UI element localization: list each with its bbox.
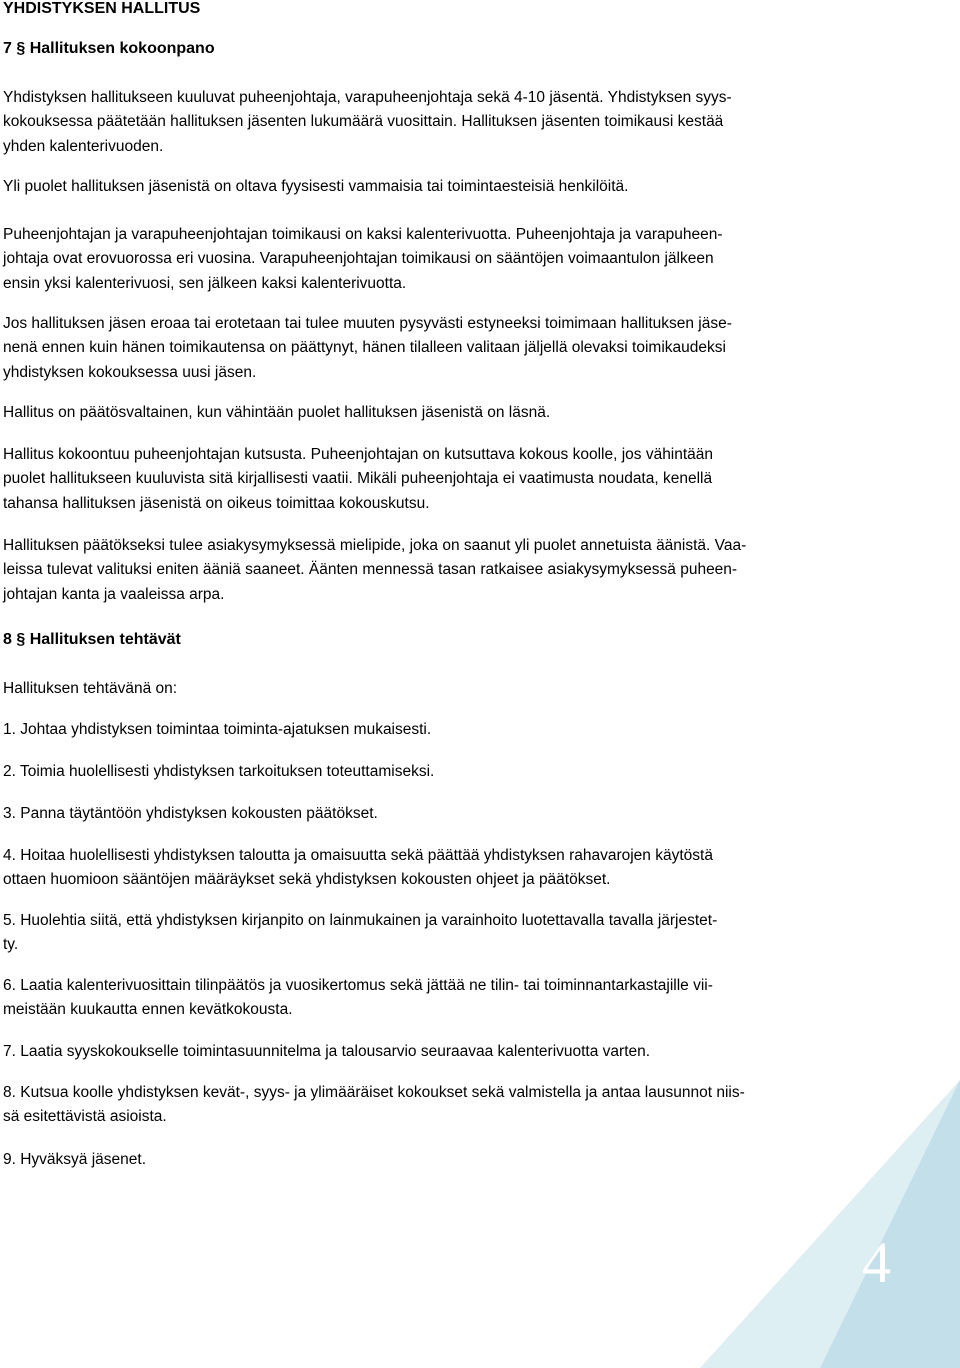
text-line: 3. Panna täytäntöön yhdistyksen kokousten päätökset. (3, 805, 378, 822)
text-line: ensin yksi kalenterivuosi, sen jälkeen kaksi kalenterivuotta. (3, 274, 407, 292)
list-item (3, 974, 853, 1023)
list-item (3, 760, 853, 784)
list-item (3, 802, 853, 826)
text-line: johtajan kanta ja vaaleissa arpa. (3, 585, 225, 603)
section-8-heading: 8 § Hallituksen tehtävät (3, 631, 181, 648)
text-line: Hallitus on päätösvaltainen, kun vähintään puolet hallituksen jäsenistä on läsnä. (3, 404, 551, 421)
text-line: Hallituksen päätökseksi tulee asiakysymyksessä mielipide, joka on saanut yli puolet annetuista äänistä. Vaa- (3, 537, 747, 554)
text-line: 5. Huolehtia siitä, että yhdistyksen kirjanpito on lainmukainen ja varainhoito luotettavalla tavalla järjestet- (3, 912, 718, 929)
page-number: 4 (862, 1230, 891, 1295)
page-corner-decoration (700, 1080, 960, 1368)
text-line: Hallitus kokoontuu puheenjohtajan kutsusta. Puheenjohtajan on kutsuttava kokous koolle, jos vähintään (3, 446, 714, 463)
text-line: Jos hallituksen jäsen eroaa tai erotetaan tai tulee muuten pysyvästi estyneeksi toimimaan hallituksen jäse- (3, 315, 732, 332)
text-line: leissa tulevat valituksi eniten ääniä saaneet. Äänten mennessä tasan ratkaisee asiakysymyksessä puheen- (3, 561, 738, 579)
text-line: 8. Kutsua koolle yhdistyksen kevät-, syys- ja ylimääräiset kokoukset sekä valmistella ja antaa lausunnot niis- (3, 1084, 745, 1101)
section-7-heading: 7 § Hallituksen kokoonpano (3, 40, 215, 57)
text-line: nenä ennen kuin hänen toimikautensa on päättynyt, hänen tilalleen valitaan jäljellä olevaksi toimikaudeksi (3, 339, 726, 357)
paragraph (3, 175, 853, 199)
document-title: YHDISTYKSEN HALLITUS (3, 0, 201, 17)
text-line: Yli puolet hallituksen jäsenistä on oltava fyysisesti vammaisia tai toimintaesteisiä henkilöitä. (3, 178, 629, 195)
text-line: 7. Laatia syyskokoukselle toimintasuunnitelma ja talousarvio seuraavaa kalenterivuotta varten. (3, 1043, 651, 1060)
paragraph (3, 223, 853, 296)
text-line: sä esitettävistä asioista. (3, 1108, 167, 1126)
text-line: 4. Hoitaa huolellisesti yhdistyksen taloutta ja omaisuutta sekä päättää yhdistyksen rahavarojen käytöstä (3, 847, 713, 864)
text-line: Yhdistyksen hallitukseen kuuluvat puheenjohtaja, varapuheenjohtaja sekä 4-10 jäsentä. Yhdistyksen syys- (3, 89, 732, 106)
text-line: yhden kalenterivuoden. (3, 137, 164, 155)
text-line: puolet hallitukseen kuuluvista sitä kirjallisesti vaatii. Mikäli puheenjohtaja ei vaatimusta noudata, kenellä (3, 470, 713, 488)
text-line: tahansa hallituksen jäsenistä on oikeus toimittaa kokouskutsu. (3, 494, 430, 512)
text-line: yhdistyksen kokouksessa uusi jäsen. (3, 363, 257, 381)
list-item (3, 1040, 853, 1064)
list-item (3, 909, 853, 958)
text-line: Puheenjohtajan ja varapuheenjohtajan toimikausi on kaksi kalenterivuotta. Puheenjohtaja ja varapuheen- (3, 226, 723, 243)
text-line: 9. Hyväksyä jäsenet. (3, 1151, 147, 1168)
text-line: kokouksessa päätetään hallituksen jäsenten lukumäärä vuosittain. Hallituksen jäsenten toimikausi kestää (3, 113, 724, 131)
text-line: ty. (3, 936, 19, 954)
paragraph (3, 401, 853, 425)
text-line: 1. Johtaa yhdistyksen toimintaa toiminta-ajatuksen mukaisesti. (3, 721, 432, 738)
text-line: johtaja ovat erovuorossa eri vuosina. Varapuheenjohtajan toimikausi on sääntöjen voimaantulon jälkeen (3, 250, 714, 268)
paragraph (3, 312, 853, 385)
text-line: meistään kuukautta ennen kevätkokousta. (3, 1001, 293, 1019)
text-line: Hallituksen tehtävänä on: (3, 680, 178, 697)
text-line: 6. Laatia kalenterivuosittain tilinpäätös ja vuosikertomus sekä jättää ne tilin- tai toiminnantarkastajille vii- (3, 977, 713, 994)
list-item (3, 844, 853, 893)
list-intro (3, 677, 853, 701)
list-item (3, 718, 853, 742)
paragraph (3, 443, 853, 516)
paragraph (3, 86, 853, 159)
text-line: 2. Toimia huolellisesti yhdistyksen tarkoituksen toteuttamiseksi. (3, 763, 435, 780)
text-line: ottaen huomioon sääntöjen määräykset sekä yhdistyksen kokousten ohjeet ja päätökset. (3, 871, 611, 889)
paragraph (3, 534, 853, 607)
